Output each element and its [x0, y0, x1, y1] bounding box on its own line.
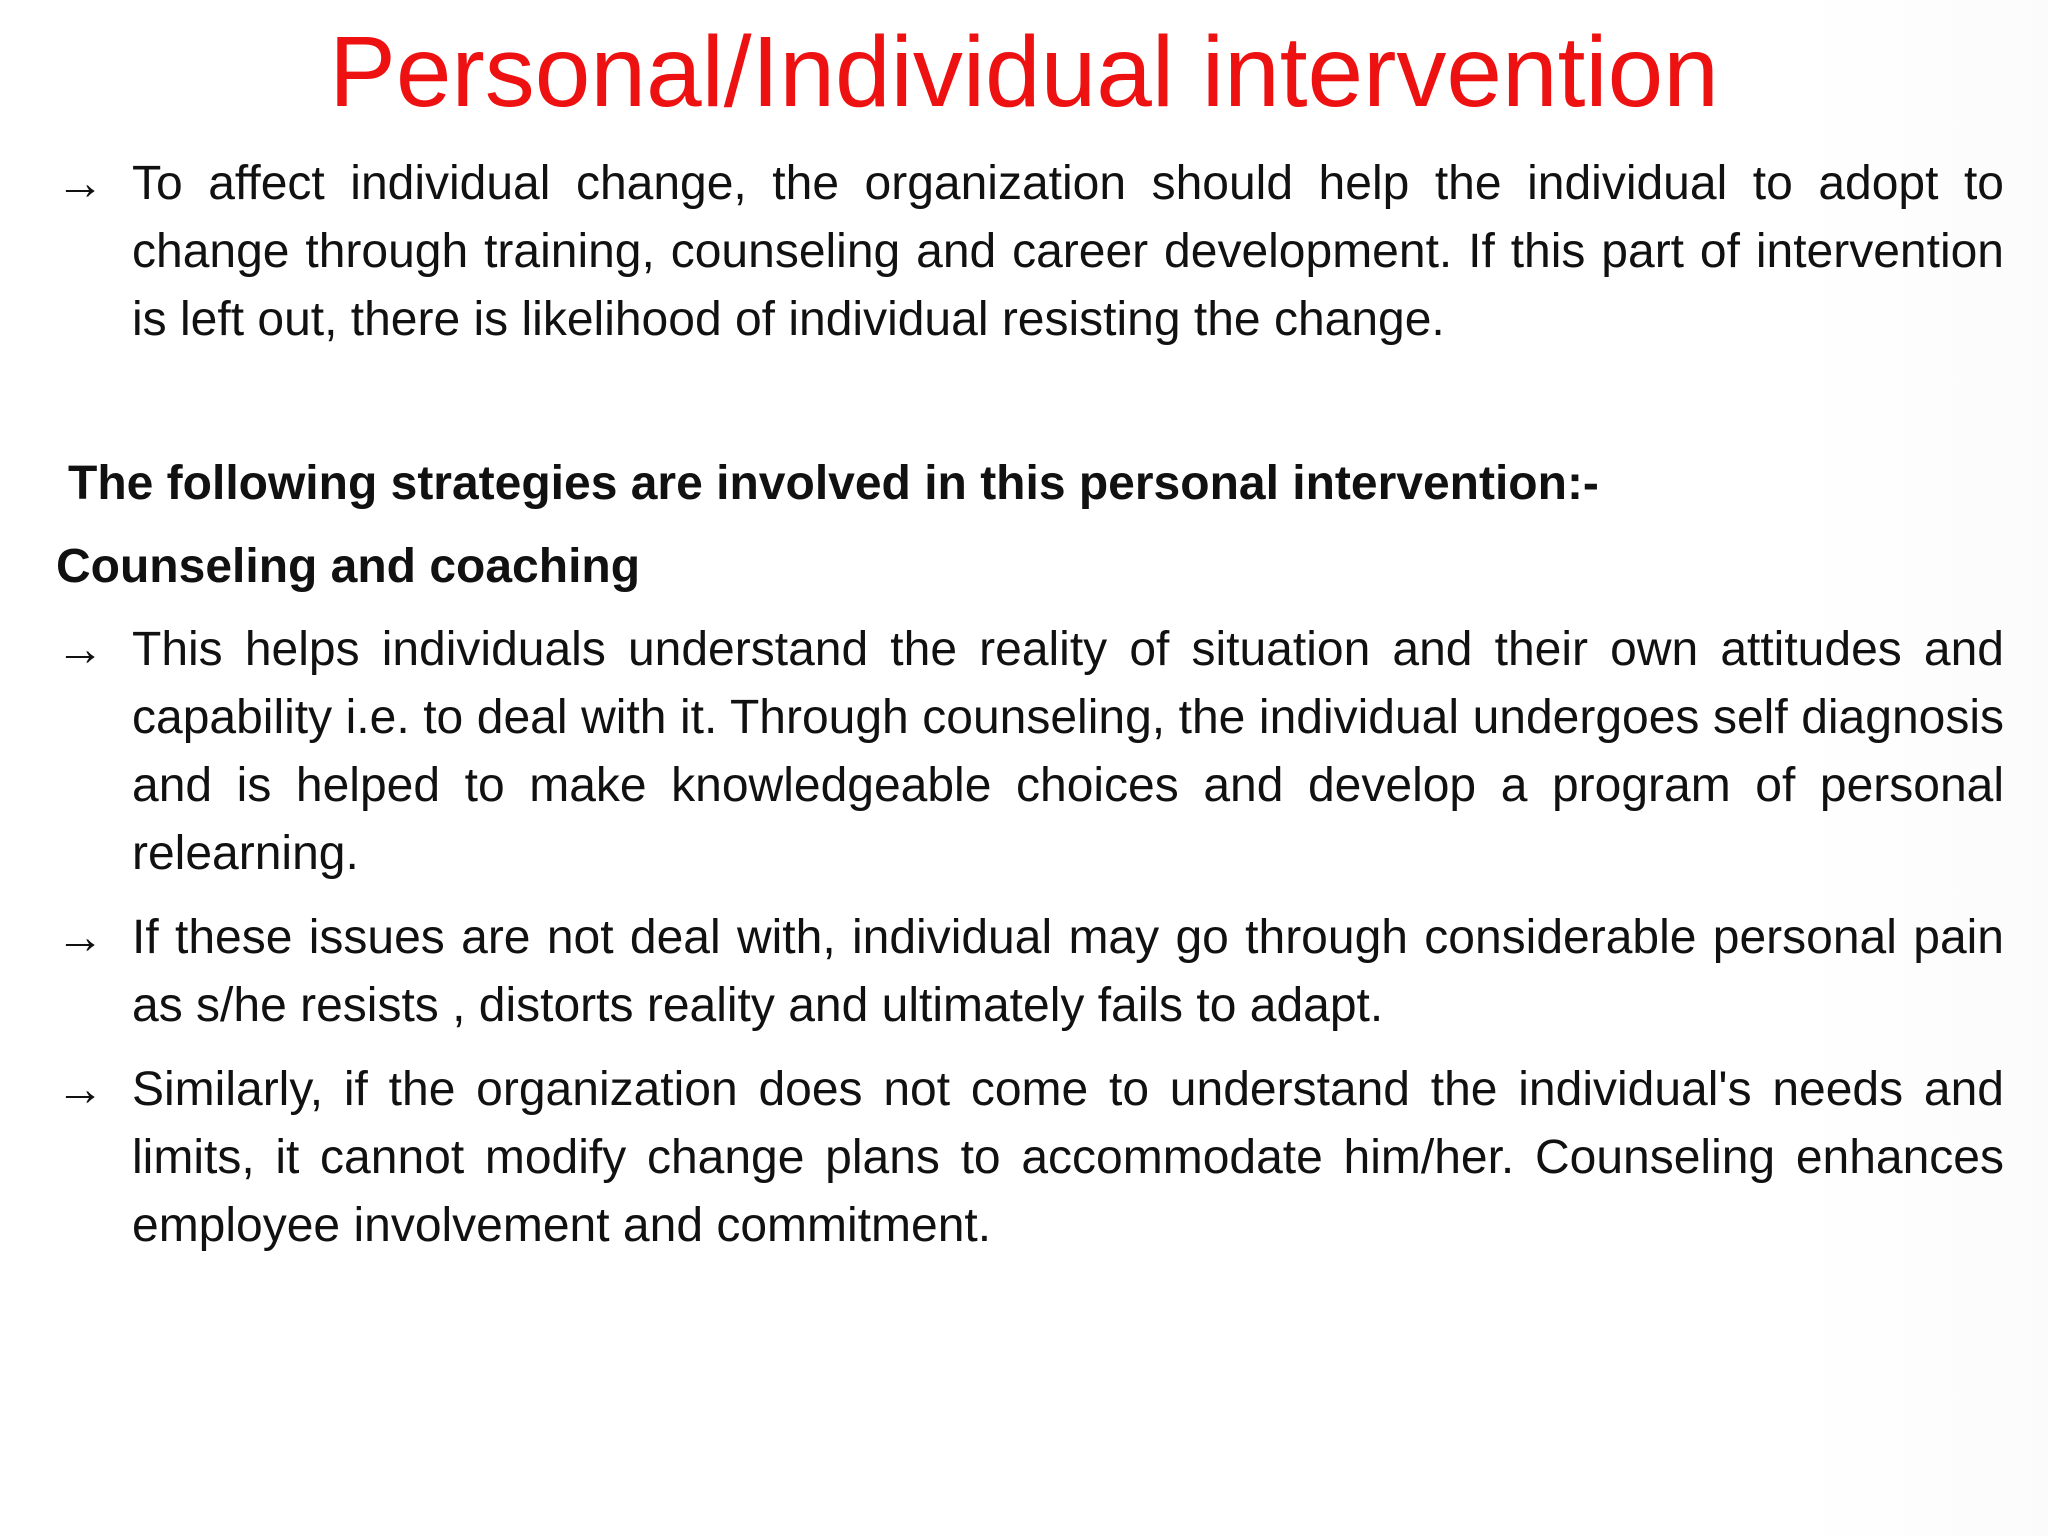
- slide-title: Personal/Individual intervention: [329, 16, 1719, 128]
- right-arrow-icon: →: [56, 911, 104, 964]
- list-item: [56, 616, 2004, 888]
- section-heading: Counseling and coaching: [56, 540, 641, 593]
- list-item: [56, 1056, 2004, 1260]
- right-arrow-icon: →: [56, 623, 104, 676]
- list-item-text: This helps individuals understand the reality of situation and their own attitudes and capability i.e. to deal with it. Through counseling, the individual undergoes self diagnosis and is helped to make knowledgeable choices and develop a program of personal relearning.: [132, 623, 2004, 880]
- list-item-text: Similarly, if the organization does not come to understand the individual's needs and limits, it cannot modify change plans to accommodate him/her. Counseling enhances employee involvement and commitment.: [132, 1063, 2004, 1252]
- strategies-heading: The following strategies are involved in this personal intervention:-: [68, 457, 1599, 510]
- right-arrow-icon: →: [56, 157, 104, 210]
- right-arrow-icon: →: [56, 1063, 104, 1116]
- intro-bullet-text: To affect individual change, the organization should help the individual to adopt to change through training, counseling and career development. If this part of intervention is left out, there is likelihood of individual resisting the change.: [132, 157, 2004, 346]
- list-item: [56, 904, 2004, 1040]
- intro-bullet: [56, 150, 2004, 354]
- list-item-text: If these issues are not deal with, individual may go through considerable personal pain as s/he resists , distorts reality and ultimately fails to adapt.: [132, 911, 2004, 1032]
